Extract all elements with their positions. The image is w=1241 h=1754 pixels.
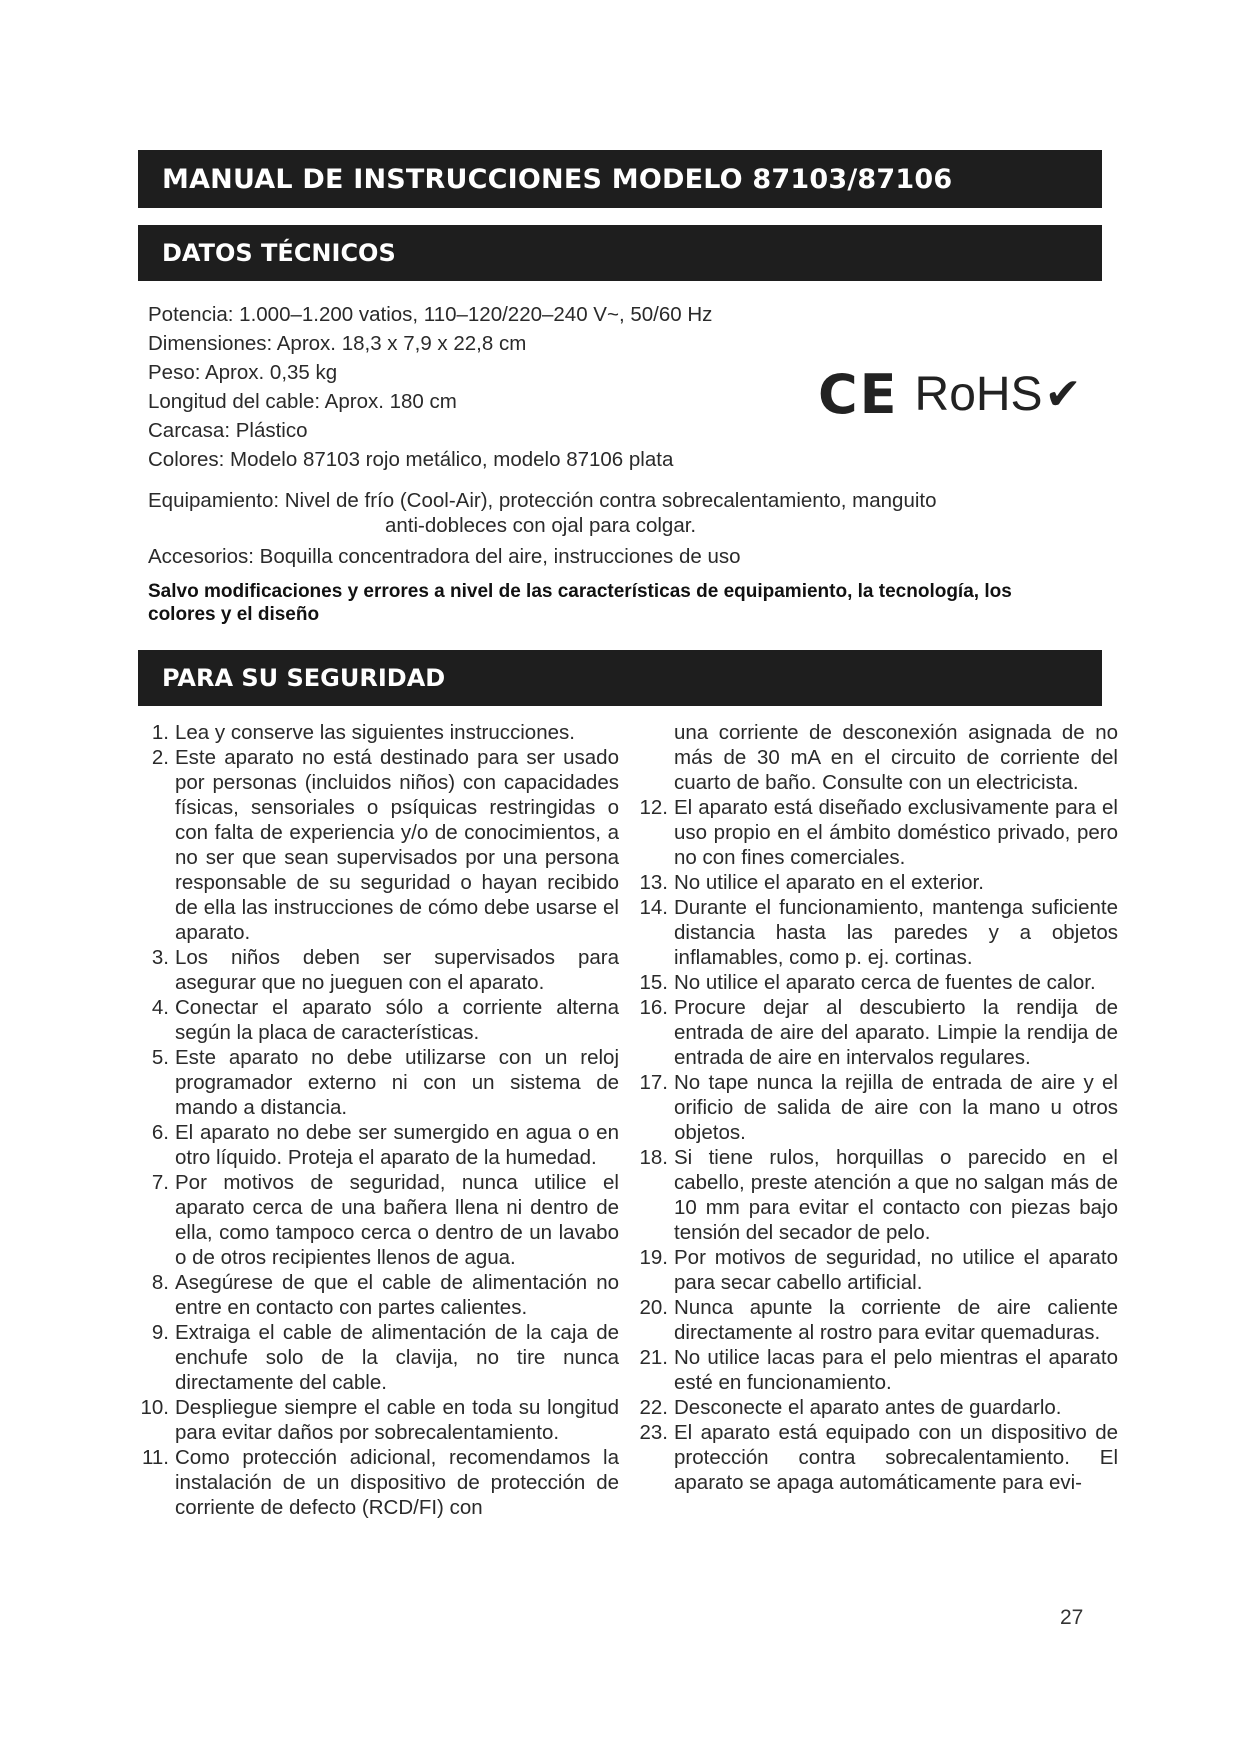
disclaimer-notice: Salvo modificaciones y errores a nivel de las características de equipamiento, la tecnología, los colores y el diseño xyxy=(148,581,1012,625)
spec-colors: Colores: Modelo 87103 rojo metálico, modelo 87106 plata xyxy=(148,448,674,471)
list-item: 3. Los niños deben ser supervisados para asegurar que no jueguen con el aparato. xyxy=(151,946,619,994)
list-item: 21. No utilice lacas para el pelo mientras el aparato esté en funcionamiento. xyxy=(639,1346,1118,1394)
safety-list-left-column xyxy=(133,720,619,1520)
list-item: 5. Este aparato no debe utilizarse con un reloj programador externo ni con un sistema de mando a distancia. xyxy=(151,1046,619,1119)
list-item: 9. Extraiga el cable de alimentación de la caja de enchufe solo de la clavija, no tire nunca directamente del cable. xyxy=(151,1321,619,1394)
list-item: 4. Conectar el aparato sólo a corriente alterna según la placa de características. xyxy=(151,996,619,1044)
spec-housing: Carcasa: Plástico xyxy=(148,419,308,442)
list-item: 11. Como protección adicional, recomendamos la instalación de un dispositivo de protección de corriente de defecto (RCD/FI) con xyxy=(142,1446,619,1519)
list-item: 8. Asegúrese de que el cable de alimentación no entre en contacto con partes calientes. xyxy=(151,1271,619,1319)
spec-cable-length: Longitud del cable: Aprox. 180 cm xyxy=(148,390,457,413)
list-item: 19. Por motivos de seguridad, no utilice el aparato para secar cabello artificial. xyxy=(639,1246,1118,1294)
manual-title-bar xyxy=(138,150,1102,208)
list-item: 16. Procure dejar al descubierto la rendija de entrada de aire del aparato. Limpie la rendija de entrada de aire en intervalos regulares. xyxy=(639,996,1118,1069)
equipment-line-1: Equipamiento: Nivel de frío (Cool-Air), protección contra sobrecalentamiento, manguito xyxy=(148,489,937,512)
section-title-safety: PARA SU SEGURIDAD xyxy=(162,664,446,692)
list-item: 17. No tape nunca la rejilla de entrada de aire y el orificio de salida de aire con la mano u otros objetos. xyxy=(639,1071,1118,1144)
list-item: 6. El aparato no debe ser sumergido en agua o en otro líquido. Proteja el aparato de la humedad. xyxy=(151,1121,619,1169)
accessories-description: Accesorios: Boquilla concentradora del aire, instrucciones de uso xyxy=(148,545,741,568)
certification-logos xyxy=(818,360,1108,430)
spec-list xyxy=(148,300,788,474)
list-item-continuation: una corriente de desconexión asignada de no más de 30 mA en el circuito de corriente del cuarto de baño. Consulte con un electricista. xyxy=(674,721,1118,794)
section-header-technical-data xyxy=(138,225,1102,281)
list-item: 15. No utilice el aparato cerca de fuentes de calor. xyxy=(639,971,1096,994)
spec-power: Potencia: 1.000–1.200 vatios, 110–120/220–240 V~, 50/60 Hz xyxy=(148,303,713,326)
page-number: 27 xyxy=(1060,1606,1084,1629)
checkmark-icon: ✔ xyxy=(1044,369,1082,420)
safety-list-right-column xyxy=(636,720,1118,1495)
list-item: 13. No utilice el aparato en el exterior. xyxy=(639,871,984,894)
spec-weight: Peso: Aprox. 0,35 kg xyxy=(148,361,338,384)
list-item: 1. Lea y conserve las siguientes instrucciones. xyxy=(151,721,575,744)
equipment-line-2: anti-dobleces con ojal para colgar. xyxy=(385,514,697,537)
list-item: 18. Si tiene rulos, horquillas o parecido en el cabello, preste atención a que no salgan más de 10 mm para evitar el contacto con piezas bajo tensión del secador de pelo. xyxy=(639,1146,1118,1244)
list-item: 23. El aparato está equipado con un dispositivo de protección contra sobrecalentamiento. El aparato se apaga automáticamente para evi- xyxy=(639,1421,1118,1494)
list-item: 10. Despliegue siempre el cable en toda su longitud para evitar daños por sobrecalentamiento. xyxy=(140,1396,619,1444)
rohs-text: RoHS xyxy=(914,368,1043,421)
section-header-safety xyxy=(138,650,1102,706)
spec-dimensions: Dimensiones: Aprox. 18,3 x 7,9 x 22,8 cm xyxy=(148,332,527,355)
equipment-description xyxy=(148,488,1048,538)
list-item: 2. Este aparato no está destinado para ser usado por personas (incluidos niños) con capacidades físicas, sensoriales o psíquicas restringidas o con falta de experiencia y/o de conocimientos, a no ser que sean supervisados por una persona responsable de su seguridad o hayan recibido de ella las instrucciones de cómo debe usarse el aparato. xyxy=(151,746,619,944)
list-item: 22. Desconecte el aparato antes de guardarlo. xyxy=(639,1396,1062,1419)
list-item: 7. Por motivos de seguridad, nunca utilice el aparato cerca de una bañera llena ni dentro de ella, como tampoco cerca o dentro de un lavabo o de otros recipientes llenos de agua. xyxy=(151,1171,619,1269)
list-item: 14. Durante el funcionamiento, mantenga suficiente distancia hasta las paredes y a objetos inflamables, como p. ej. cortinas. xyxy=(639,896,1118,969)
ce-mark-icon: CE xyxy=(818,363,899,426)
list-item: 12. El aparato está diseñado exclusivamente para el uso propio en el ámbito doméstico privado, pero no con fines comerciales. xyxy=(639,796,1118,869)
section-title-technical-data: DATOS TÉCNICOS xyxy=(162,239,396,267)
rohs-logo-icon xyxy=(914,368,1082,421)
list-item: 20. Nunca apunte la corriente de aire caliente directamente al rostro para evitar quemaduras. xyxy=(639,1296,1118,1344)
manual-title: MANUAL DE INSTRUCCIONES MODELO 87103/87106 xyxy=(162,163,953,195)
